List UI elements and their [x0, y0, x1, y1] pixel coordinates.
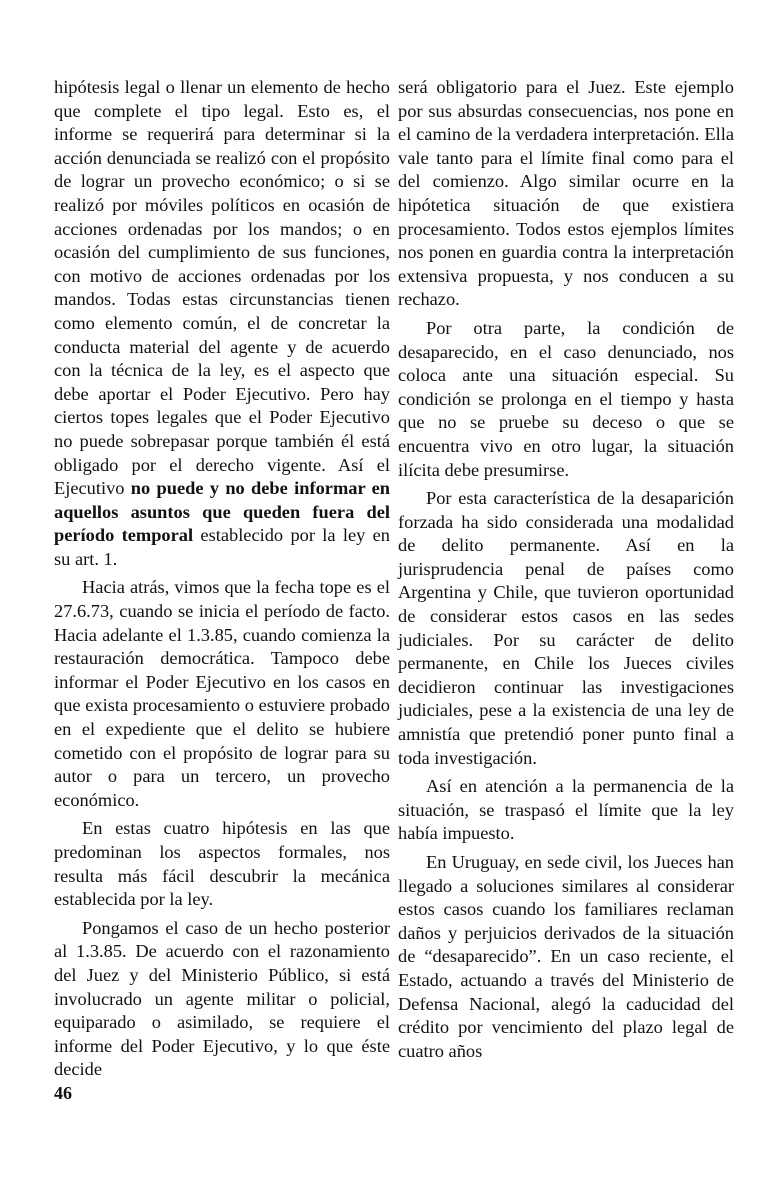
paragraph: será obligatorio para el Juez. Este ejemplo por sus absurdas consecuencias, nos pone en el camino de la verdadera interpretación. Ella vale tanto para el límite final como para el del comienzo. Algo similar ocurre en la hipótetica situación de que existiera procesamiento. Todos estos ejemplos límites nos ponen en guardia contra la interpretación extensiva propuesta, y nos conducen a su rechazo.: [398, 77, 734, 310]
right-column: [398, 76, 734, 1068]
paragraph: En estas cuatro hipótesis en las que predominan los aspectos formales, nos resulta más fácil descubrir la mecánica establecida por la ley.: [54, 818, 390, 910]
paragraph-text: hipótesis legal o llenar un elemento de hecho que complete el tipo legal. Esto es, el informe se requerirá para determinar si la acción denunciada se realizó con el propósito de lograr un provecho económico; o si se realizó por móviles políticos en ocasión de acciones ordenadas por los mandos; o en ocasión del cumplimiento de sus funciones, con motivo de acciones ordenadas por los mandos. Todas estas circunstancias tienen como elemento común, el de concretar la conducta material del agente y de acuerdo con la técnica de la ley, es el aspecto que debe aportar el Poder Ejecutivo. Pero hay ciertos topes legales que el Poder Ejecutivo no puede sobrepasar porque también él está obligado por el derecho vigente. Así el Ejecutivo: [54, 77, 390, 499]
paragraph: Por esta característica de la desaparición forzada ha sido considerada una modalidad de delito permanente. Así en la jurisprudencia penal de países como Argentina y Chile, que tuvieron oportunidad de considerar estos casos en las sedes judiciales. Por su carácter de delito permanente, en Chile los Jueces civiles decidieron continuar las investigaciones judiciales, pese a la existencia de una ley de amnistía que pretendió poner punto final a toda investigación.: [398, 488, 734, 768]
paragraph: Por otra parte, la condición de desaparecido, en el caso denunciado, nos coloca ante una situación especial. Su condición se prolonga en el tiempo y hasta que no se pruebe su deceso o que se encuentra vivo en otro lugar, la situación ilícita debe presumirse.: [398, 317, 734, 480]
paragraph: Hacia atrás, vimos que la fecha tope es el 27.6.73, cuando se inicia el período de facto. Hacia adelante el 1.3.85, cuando comienza la restauración democrática. Tampoco debe informar el Poder Ejecutivo en los casos en que exista procesamiento o estuviere probado en el expediente que el delito se hubiere cometido con el propósito de lograr para su autor o para un tercero, un provecho económico.: [54, 577, 390, 810]
paragraph: Así en atención a la permanencia de la situación, se traspasó el límite que la ley había impuesto.: [398, 776, 734, 844]
paragraph: [54, 76, 390, 571]
bold-emphasis: no puede y no debe informar en aquellos asuntos que queden fuera del período temporal: [54, 478, 390, 546]
paragraph: Pongamos el caso de un hecho posterior al 1.3.85. De acuerdo con el razonamiento del Juez y del Ministerio Público, si está involucrado un agente militar o policial, equiparado o asimilado, se requiere el informe del Poder Ejecutivo, y lo que éste decide: [54, 917, 390, 1080]
paragraph-text: establecido por la ley en su art. 1.: [54, 525, 390, 569]
page-number: 46: [54, 1083, 72, 1103]
paragraph: En Uruguay, en sede civil, los Jueces han llegado a soluciones similares al considerar estos casos cuando los familiares reclaman daños y perjuicios derivados de la situación de “desaparecido”. En un caso reciente, el Estado, actuando a través del Ministerio de Defensa Nacional, alegó la caducidad del crédito por vencimiento del plazo legal de cuatro años: [398, 852, 734, 1061]
left-column: [54, 76, 390, 1087]
